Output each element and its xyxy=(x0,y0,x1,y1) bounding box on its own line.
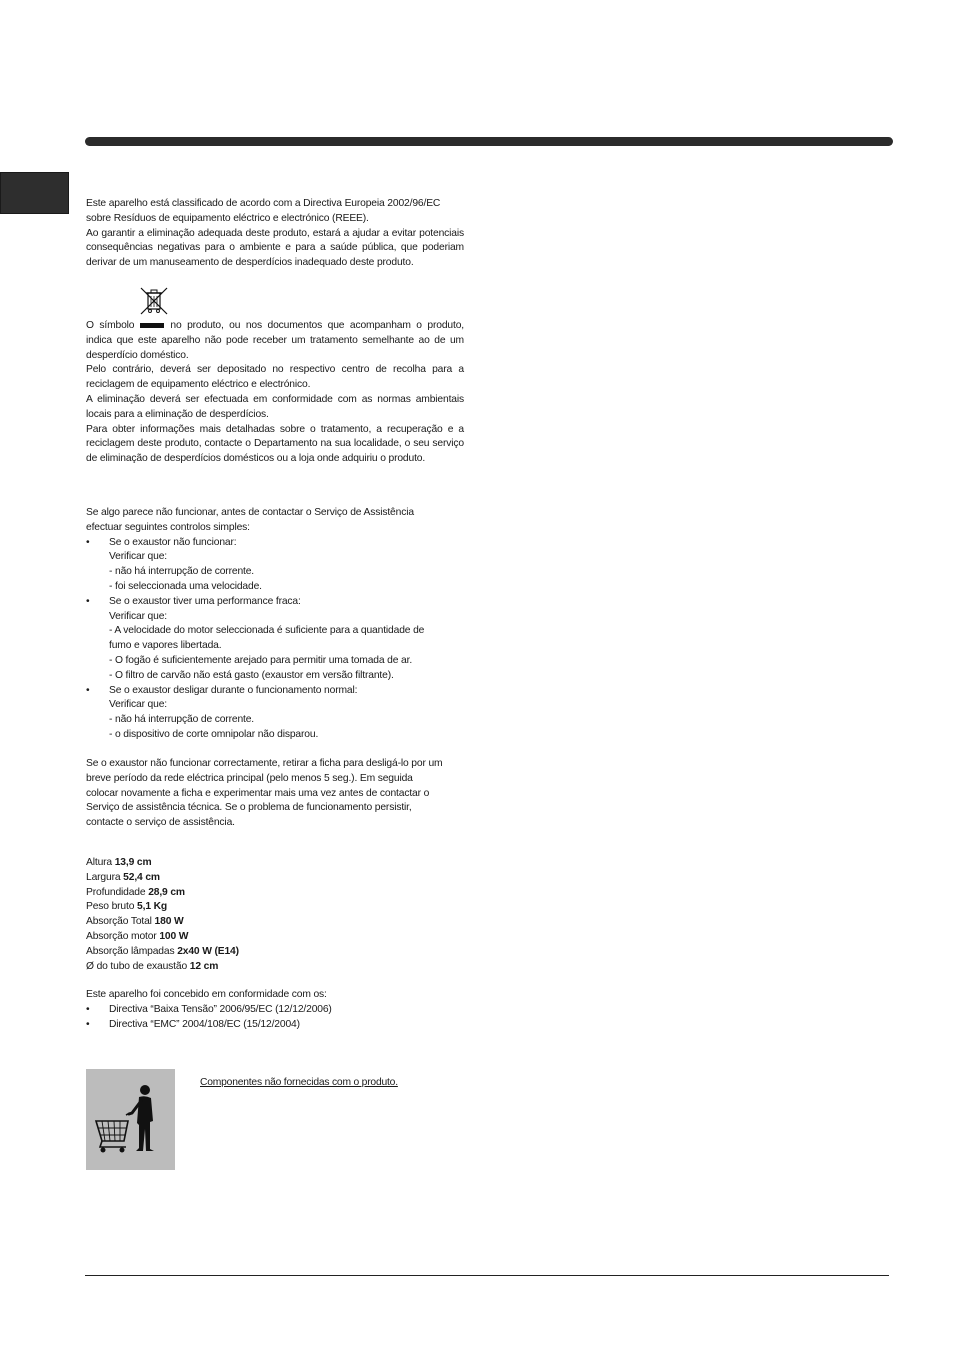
spec-row: Peso bruto 5,1 Kg xyxy=(86,901,168,913)
weee-paragraph-1: Este aparelho está classificado de acordo com a Directiva Europeia 2002/96/EC sobre Resíduos de equipamento eléctrico e electrónico (REEE). xyxy=(86,198,441,224)
troubleshooting-intro-line: Se algo parece não funcionar, antes de contactar o Serviço de Assistência xyxy=(86,507,414,518)
reset-line: Serviço de assistência técnica. Se o problema de funcionamento persistir, xyxy=(86,802,412,814)
conformity-intro: Este aparelho foi concebido em conformidade com os: xyxy=(86,989,327,1000)
bullet-icon: • xyxy=(86,1018,90,1030)
reset-line: breve período da rede eléctrica principal (pelo menos 5 seg.). Em seguida xyxy=(86,772,413,784)
spec-row: Altura 13,9 cm xyxy=(86,857,152,868)
check-item xyxy=(86,684,466,743)
weee-paragraph-2: Ao garantir a eliminação adequada deste produto, estará a ajudar a evitar potenciais consequências negativas para o ambiente e para a saúde pública, que poderiam derivar de um manuseamento de desperdícios inadequado deste produto. xyxy=(86,227,464,269)
check-item-line: - não há interrupção de corrente. xyxy=(109,714,255,726)
figure-caption: Componentes não fornecidas com o produto. xyxy=(200,1077,398,1088)
accessory-figure xyxy=(86,1069,175,1170)
reset-line: colocar novamente a ficha e experimentar mais uma vez antes de contactar o xyxy=(86,787,430,799)
bullet-icon: • xyxy=(86,1003,90,1015)
weee-section xyxy=(86,197,464,271)
spec-row: Absorção lâmpadas 2x40 W (E14) xyxy=(86,945,239,957)
check-item-line: - não há interrupção de corrente. xyxy=(109,566,255,578)
check-item-line: - foi seleccionada uma velocidade. xyxy=(109,580,262,592)
crossed-bin-icon xyxy=(138,285,170,317)
check-item-line: - O filtro de carvão não está gasto (exaustor em versão filtrante). xyxy=(109,669,394,681)
troubleshooting-section xyxy=(86,506,466,743)
bullet-icon: • xyxy=(86,536,90,548)
spec-row: Largura 52,4 cm xyxy=(86,871,160,883)
check-item-line: Verificar que: xyxy=(109,699,167,711)
check-item-line: - A velocidade do motor seleccionada é suficiente para a quantidade de xyxy=(109,625,425,637)
check-item-title: Se o exaustor desligar durante o funcionamento normal: xyxy=(109,684,358,696)
conformity-section xyxy=(86,988,464,1032)
weee-paragraph-4: Pelo contrário, deverá ser depositado no respectivo centro de recolha para a reciclagem de equipamento eléctrico e electrónico. xyxy=(86,364,464,391)
check-item xyxy=(86,536,466,595)
spec-row: Absorção motor 100 W xyxy=(86,930,189,942)
weee-paragraph-5: A eliminação deverá ser efectuada em conformidade com as normas ambientais locais para a eliminação de desperdícios. xyxy=(86,393,464,420)
check-item xyxy=(86,595,466,684)
directive-item: • Directiva “Baixa Tensão” 2006/95/EC (12/12/2006) xyxy=(86,1003,464,1018)
spec-row: Ø do tubo de exaustão 12 cm xyxy=(86,960,219,972)
shopping-cart-person-icon xyxy=(86,1069,175,1170)
spec-row: Absorção Total 180 W xyxy=(86,916,184,928)
directive-item: • Directiva “EMC” 2004/108/EC (15/12/2004) xyxy=(86,1018,464,1033)
language-tab xyxy=(0,172,69,214)
check-item-line: Verificar que: xyxy=(109,551,167,563)
spec-row: Profundidade 28,9 cm xyxy=(86,886,185,898)
bullet-icon: • xyxy=(86,595,90,607)
weee-paragraph-6: Para obter informações mais detalhadas sobre o tratamento, a recuperação e a reciclagem deste produto, contacte o Departamento na sua localidade, o seu serviço de eliminação de desperdícios domésticos ou a loja onde adquiriu o produto. xyxy=(86,423,464,465)
check-item-line: - o dispositivo de corte omnipolar não disparou. xyxy=(109,728,319,740)
reset-line: contacte o serviço de assistência. xyxy=(86,817,235,829)
weee-symbol-paragraph: O símbolo no produto, ou nos documentos que acompanham o produto, indica que este aparelho não pode receber um tratamento semelhante ao de um desperdício doméstico. xyxy=(86,320,464,361)
header-bar xyxy=(85,137,893,146)
check-item-title: Se o exaustor tiver uma performance fraca: xyxy=(109,595,301,607)
bullet-icon: • xyxy=(86,684,90,696)
footer-rule xyxy=(85,1275,889,1276)
black-bar-symbol-icon xyxy=(140,323,164,328)
check-item-line: Verificar que: xyxy=(109,610,167,622)
reset-line: Se o exaustor não funcionar correctamente, retirar a ficha para desligá-lo por um xyxy=(86,758,443,769)
check-item-line: - O fogão é suficientemente arejado para permitir uma tomada de ar. xyxy=(109,654,413,666)
reset-instructions xyxy=(86,757,466,831)
specs-section xyxy=(86,856,464,974)
troubleshooting-intro-line: efectuar seguintes controlos simples: xyxy=(86,521,250,533)
check-item-title: Se o exaustor não funcionar: xyxy=(109,536,237,548)
weee-symbol-section xyxy=(86,319,464,467)
check-item-line: fumo e vapores libertada. xyxy=(109,640,222,652)
